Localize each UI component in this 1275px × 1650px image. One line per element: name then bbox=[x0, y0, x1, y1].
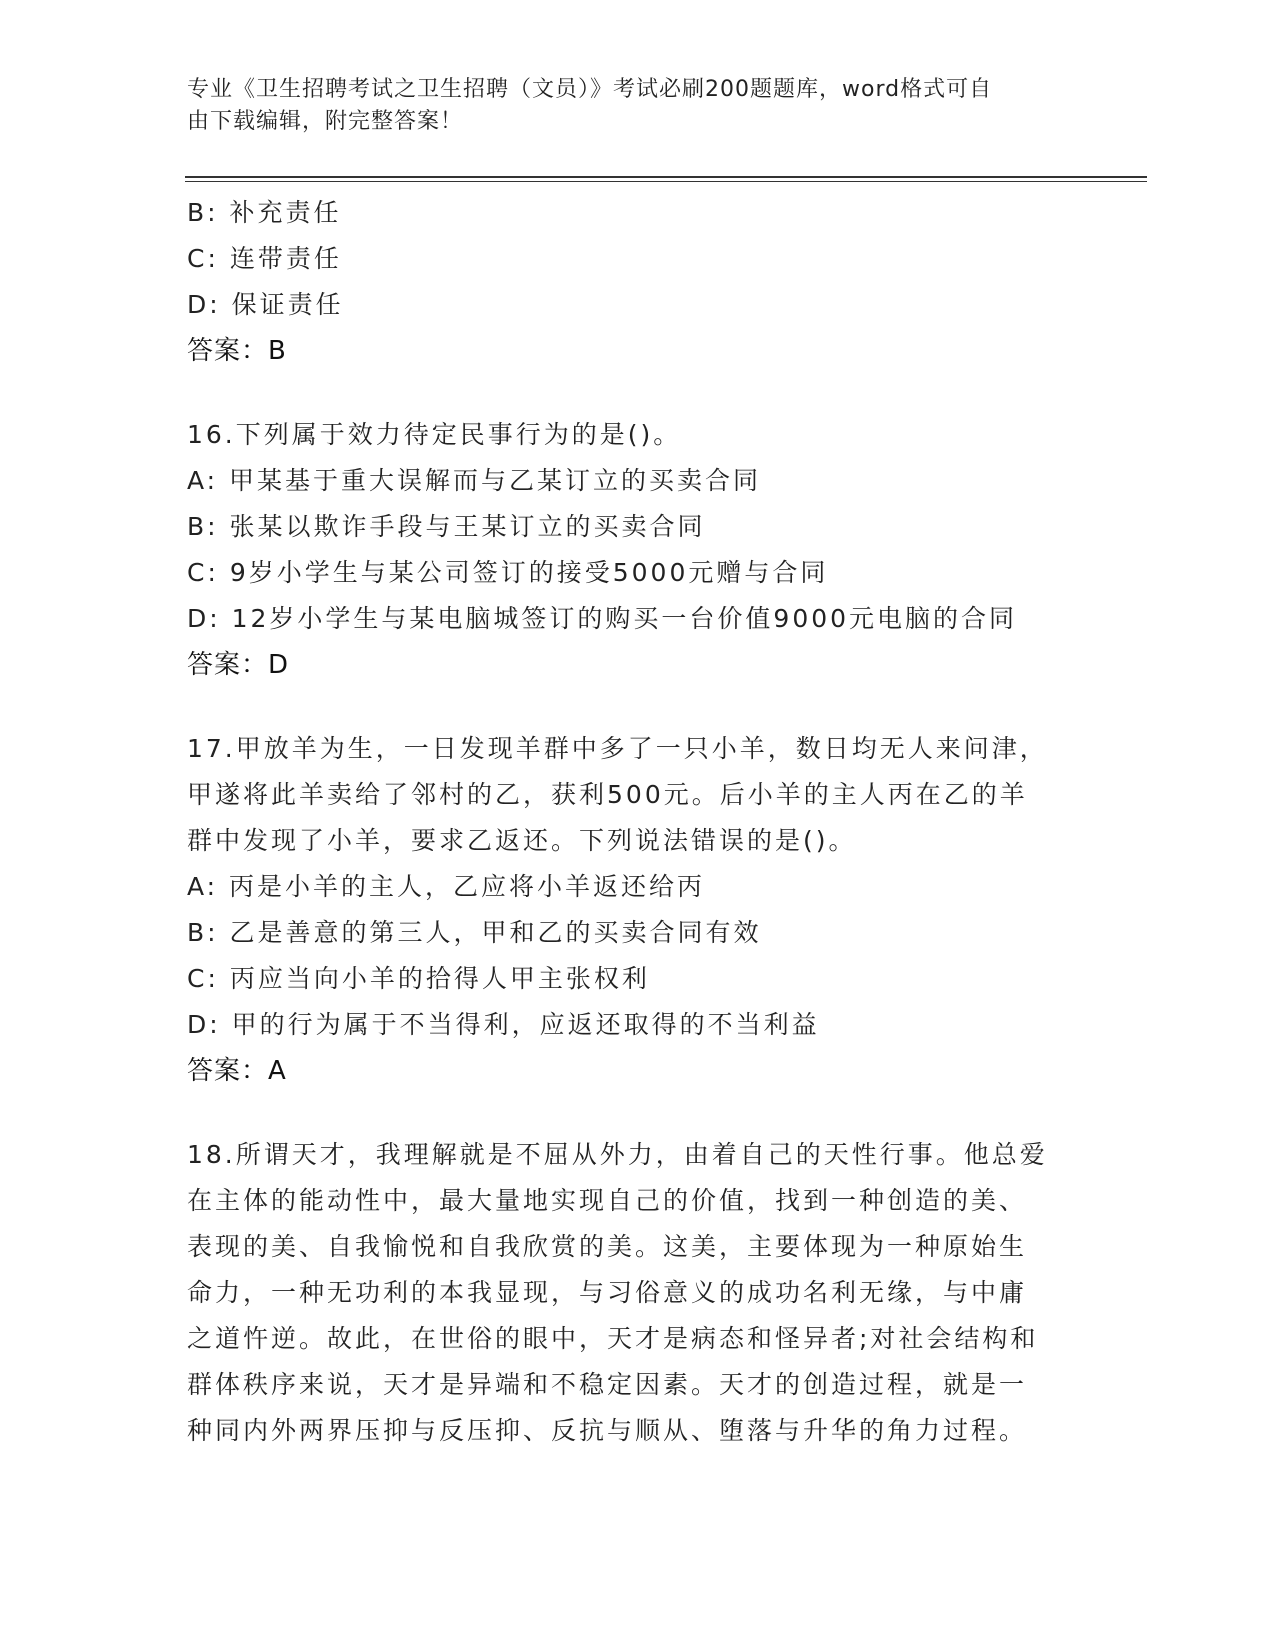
header-title-line-1: 专业《卫生招聘考试之卫生招聘（文员）》考试必刷200题题库，word格式可自 bbox=[187, 77, 993, 102]
question-17-block bbox=[187, 726, 1087, 1094]
spacer bbox=[187, 688, 1087, 726]
question-16-answer: 答案：D bbox=[187, 650, 290, 680]
question-18-stem-line: 18.所谓天才，我理解就是不屈从外力，由着自己的天性行事。他总爱 bbox=[187, 1140, 1048, 1169]
question-17-answer: 答案：A bbox=[187, 1056, 287, 1086]
question-17-option-a: A: 丙是小羊的主人，乙应将小羊返还给丙 bbox=[187, 872, 706, 901]
question-17-option-c: C: 丙应当向小羊的拾得人甲主张权利 bbox=[187, 964, 650, 993]
spacer bbox=[187, 1094, 1087, 1132]
question-15-option-d: D: 保证责任 bbox=[187, 290, 344, 319]
question-18-stem-line: 之道忤逆。故此，在世俗的眼中，天才是病态和怪异者;对社会结构和 bbox=[187, 1324, 1039, 1353]
question-16-block bbox=[187, 412, 1087, 688]
question-18-stem-line: 在主体的能动性中，最大量地实现自己的价值，找到一种创造的美、 bbox=[187, 1186, 1028, 1215]
question-17-option-d: D: 甲的行为属于不当得利，应返还取得的不当利益 bbox=[187, 1010, 820, 1039]
question-18-stem-line: 种同内外两界压抑与反压抑、反抗与顺从、堕落与升华的角力过程。 bbox=[187, 1416, 1028, 1445]
question-18-stem-line: 命力，一种无功利的本我显现，与习俗意义的成功名利无缘，与中庸 bbox=[187, 1278, 1028, 1307]
question-17-option-b: B: 乙是善意的第三人，甲和乙的买卖合同有效 bbox=[187, 918, 762, 947]
question-17-stem-line: 群中发现了小羊，要求乙返还。下列说法错误的是()。 bbox=[187, 826, 857, 855]
question-15-block bbox=[187, 190, 1087, 374]
header-divider-thick bbox=[185, 176, 1147, 178]
document-body bbox=[187, 190, 1087, 1454]
question-15-option-b: B: 补充责任 bbox=[187, 198, 342, 227]
question-17-stem-line: 17.甲放羊为生，一日发现羊群中多了一只小羊，数日均无人来问津， bbox=[187, 734, 1048, 763]
question-16-stem: 16.下列属于效力待定民事行为的是()。 bbox=[187, 420, 682, 449]
question-16-option-a: A: 甲某基于重大误解而与乙某订立的买卖合同 bbox=[187, 466, 762, 495]
header-title-line-2: 由下载编辑，附完整答案！ bbox=[187, 109, 464, 134]
question-18-stem-line: 表现的美、自我愉悦和自我欣赏的美。这美，主要体现为一种原始生 bbox=[187, 1232, 1028, 1261]
document-header bbox=[187, 74, 1067, 138]
question-15-answer: 答案：B bbox=[187, 336, 287, 366]
question-17-stem bbox=[187, 726, 1067, 864]
question-16-option-d: D: 12岁小学生与某电脑城签订的购买一台价值9000元电脑的合同 bbox=[187, 604, 1018, 633]
question-15-option-c: C: 连带责任 bbox=[187, 244, 342, 273]
question-18-stem bbox=[187, 1132, 1067, 1454]
question-16-option-b: B: 张某以欺诈手段与王某订立的买卖合同 bbox=[187, 512, 706, 541]
question-16-option-c: C: 9岁小学生与某公司签订的接受5000元赠与合同 bbox=[187, 558, 829, 587]
question-17-stem-line: 甲遂将此羊卖给了邻村的乙，获利500元。后小羊的主人丙在乙的羊 bbox=[187, 780, 1028, 809]
question-18-block bbox=[187, 1132, 1087, 1454]
question-18-stem-line: 群体秩序来说，天才是异端和不稳定因素。天才的创造过程，就是一 bbox=[187, 1370, 1028, 1399]
spacer bbox=[187, 374, 1087, 412]
header-divider-thin bbox=[185, 181, 1147, 182]
